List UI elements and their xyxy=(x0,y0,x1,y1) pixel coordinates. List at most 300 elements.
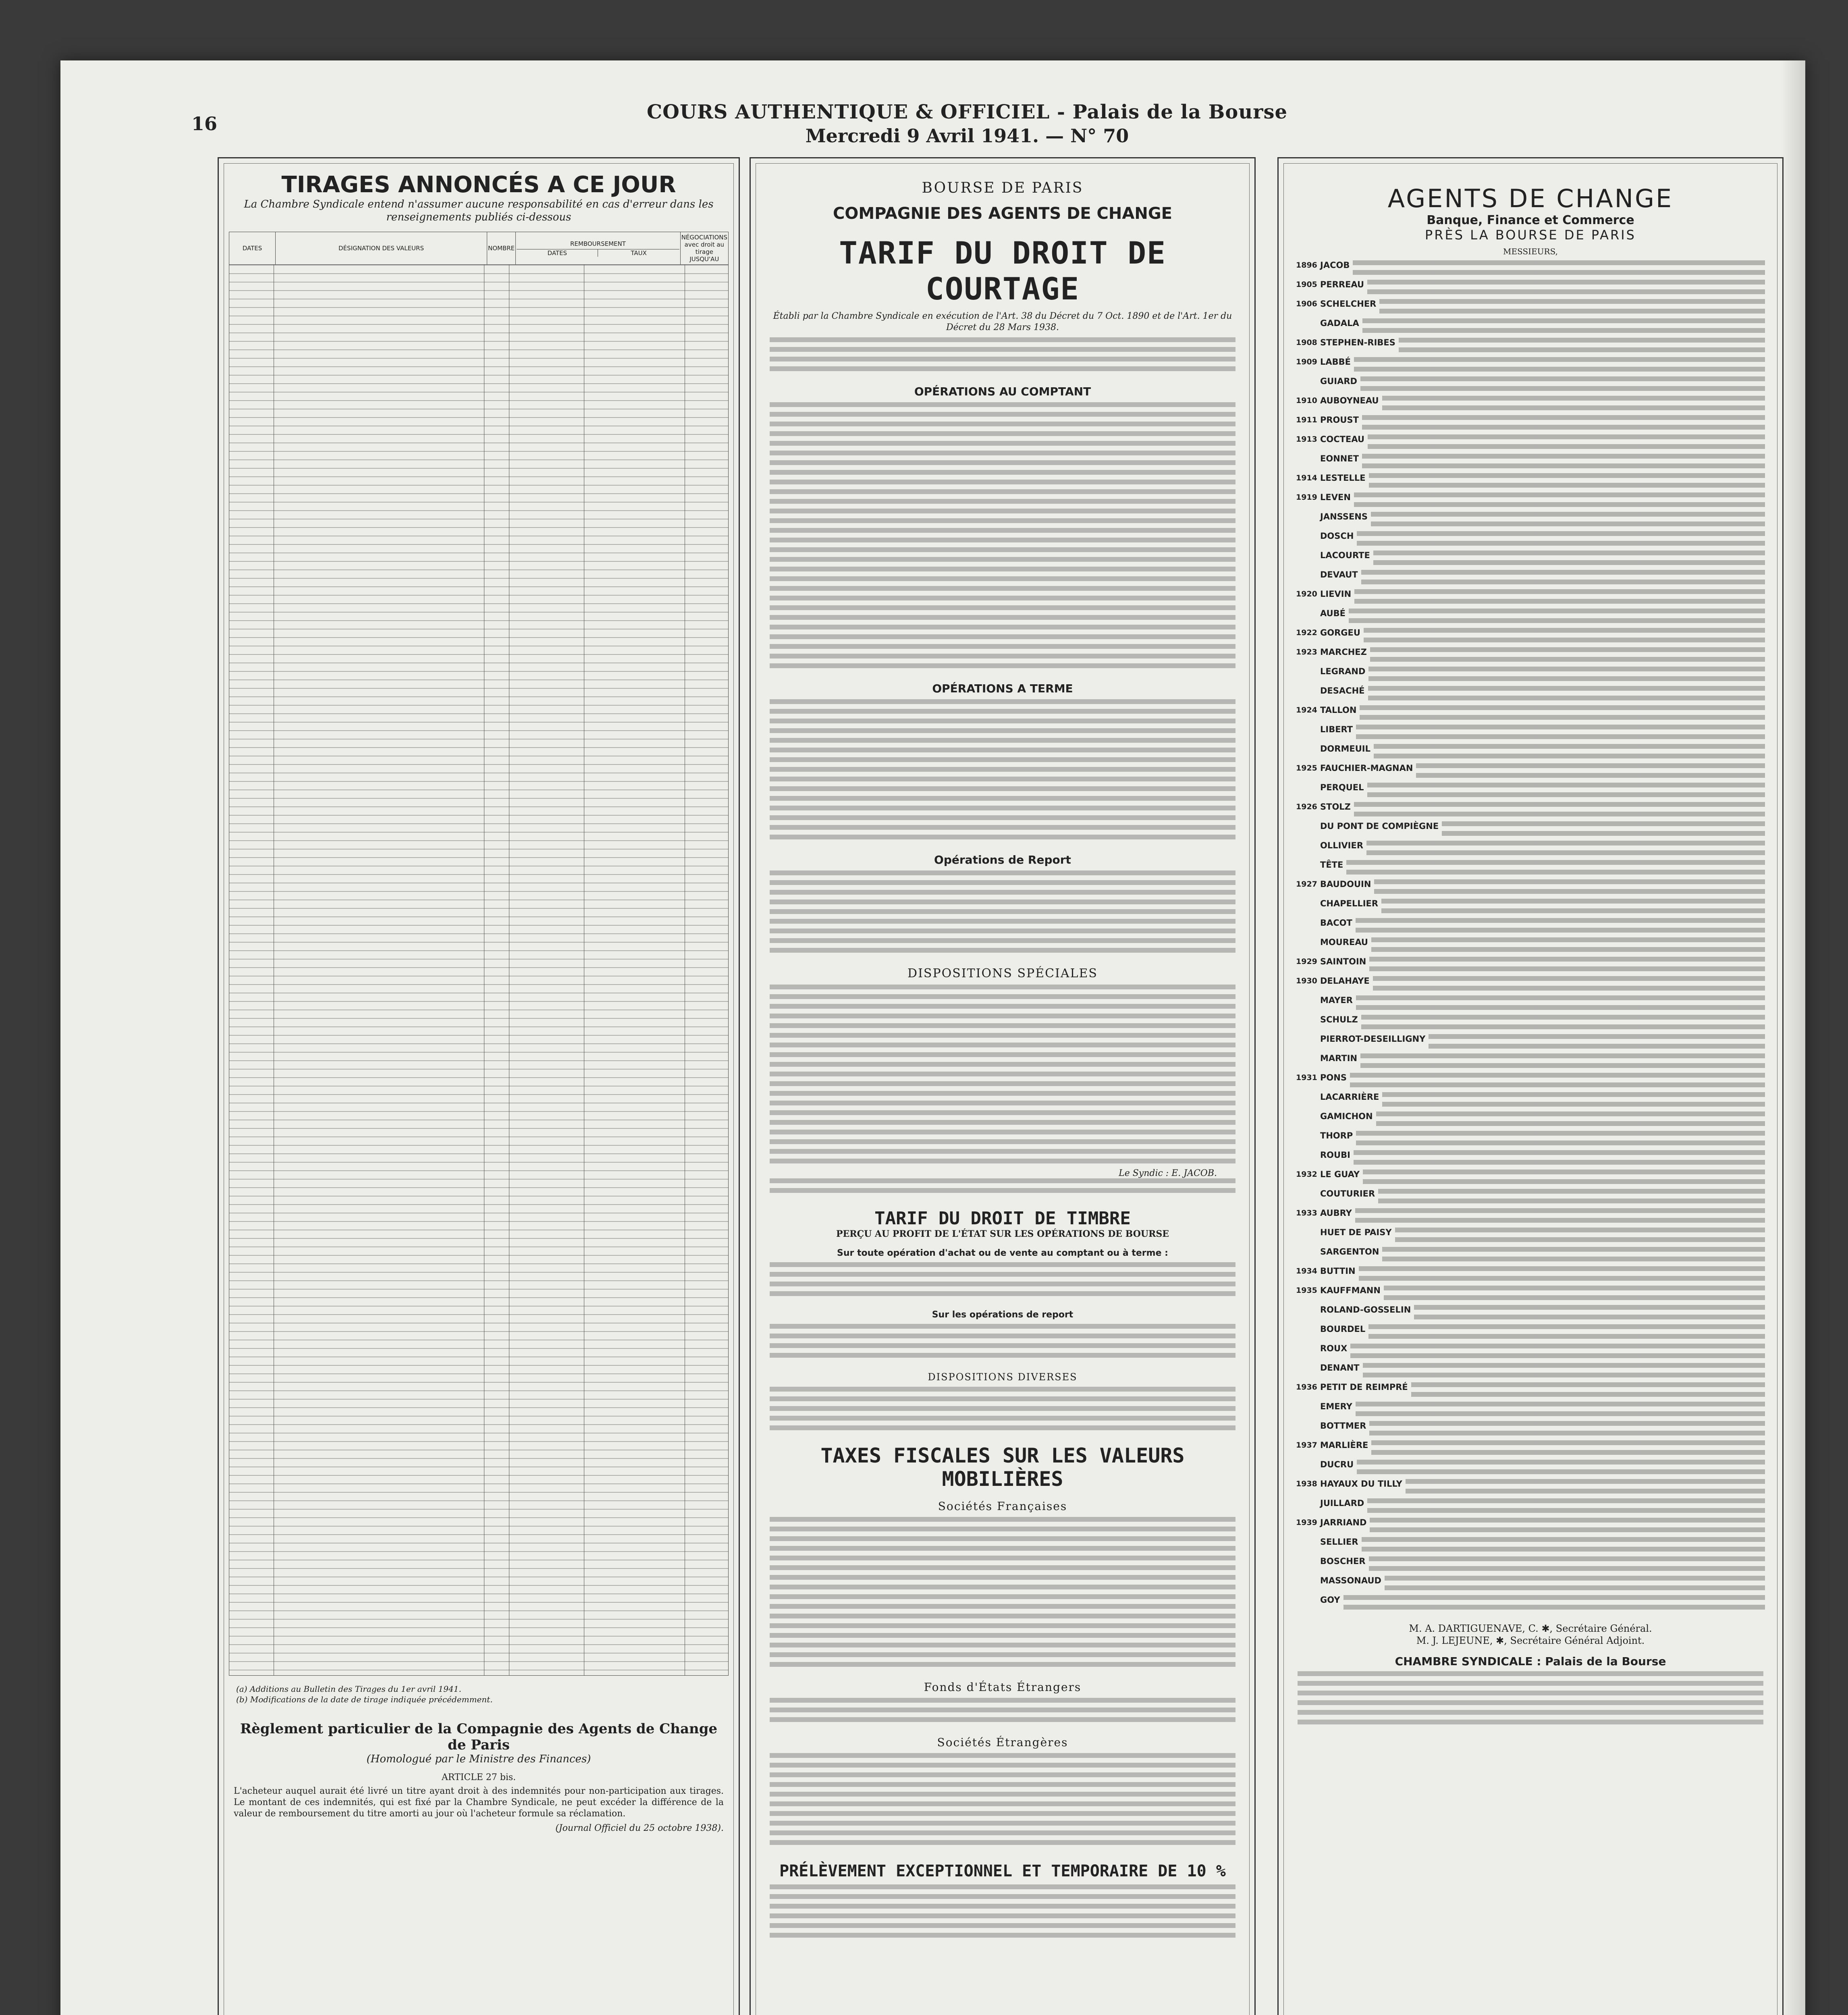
agent-entry xyxy=(1296,686,1765,704)
agent-year xyxy=(1296,1537,1320,1555)
agent-entry xyxy=(1296,550,1765,568)
agent-year xyxy=(1296,1402,1320,1419)
agent-name: DEVAUT xyxy=(1320,570,1358,580)
syndic-signature: Le Syndic : E. JACOB. xyxy=(1119,1168,1217,1178)
agent-details xyxy=(1379,299,1765,317)
agent-details xyxy=(1349,609,1765,626)
agent-name: JUILLARD xyxy=(1320,1498,1364,1508)
agent-name: LACOURTE xyxy=(1320,550,1370,560)
agent-name: FAUCHIER-MAGNAN xyxy=(1320,763,1413,773)
agent-details xyxy=(1354,1150,1765,1168)
agent-name: GORGEU xyxy=(1320,628,1360,638)
agent-entry xyxy=(1296,1015,1765,1032)
agent-year xyxy=(1296,1576,1320,1593)
text-block xyxy=(1298,1671,1763,1729)
agent-entry xyxy=(1296,1286,1765,1303)
courtage-note: Établi par la Chambre Syndicale en exécution de l'Art. 38 du Décret du 7 Oct. 1890 et de l'Art. 1er du Décret du 28 Mars 1938. xyxy=(773,311,1232,332)
tirages-table-body xyxy=(229,265,729,1676)
agent-name: THORP xyxy=(1320,1131,1353,1140)
agent-details xyxy=(1362,415,1765,433)
agent-year: 1908 xyxy=(1296,338,1317,347)
agent-entry xyxy=(1296,1498,1765,1516)
agent-name: LACARRIÈRE xyxy=(1320,1092,1379,1102)
text-block xyxy=(770,1884,1235,1942)
agent-name: DORMEUIL xyxy=(1320,744,1370,754)
agent-entry xyxy=(1296,1305,1765,1323)
text-block xyxy=(770,699,1235,844)
header-remboursement-label: REMBOURSEMENT xyxy=(570,240,626,247)
agents-title: AGENTS DE CHANGE xyxy=(1387,184,1674,213)
header-taux: TAUX xyxy=(631,249,647,257)
agent-entry xyxy=(1296,376,1765,394)
agent-year xyxy=(1296,821,1320,839)
agent-name: LIEVIN xyxy=(1320,589,1352,599)
agents-subtitle: Banque, Finance et Commerce xyxy=(1426,213,1634,227)
timbre-subtitle: PERÇU AU PROFIT DE L'ÉTAT SUR LES OPÉRATIONS DE BOURSE xyxy=(836,1229,1169,1239)
agent-entry xyxy=(1296,1556,1765,1574)
agent-name: BAUDOUIN xyxy=(1320,879,1371,889)
agent-details xyxy=(1360,705,1765,723)
agent-year xyxy=(1296,995,1320,1013)
agent-entry xyxy=(1296,841,1765,858)
agent-details xyxy=(1361,1015,1765,1032)
agent-details xyxy=(1350,1344,1765,1361)
agent-entry xyxy=(1296,1344,1765,1361)
agent-year xyxy=(1296,783,1320,800)
agent-entry xyxy=(1296,628,1765,646)
agent-details xyxy=(1442,821,1765,839)
agent-details xyxy=(1350,1073,1765,1091)
agent-details xyxy=(1385,1576,1765,1593)
agent-year: 1938 xyxy=(1296,1479,1317,1488)
agent-entry xyxy=(1296,415,1765,433)
agent-details xyxy=(1368,686,1765,704)
section-societes-francaises: Sociétés Françaises xyxy=(938,1500,1067,1513)
agent-name: ROUX xyxy=(1320,1344,1348,1353)
agent-entry xyxy=(1296,1189,1765,1207)
agent-entry xyxy=(1296,1518,1765,1535)
agent-name: PERQUEL xyxy=(1320,783,1364,792)
agent-details xyxy=(1367,783,1765,800)
agent-year xyxy=(1296,725,1320,742)
agent-entry xyxy=(1296,1228,1765,1245)
agent-year xyxy=(1296,609,1320,626)
agent-name: TALLON xyxy=(1320,705,1357,715)
bourse-heading: BOURSE DE PARIS xyxy=(922,180,1084,196)
agent-name: SCHULZ xyxy=(1320,1015,1358,1024)
agent-details xyxy=(1429,1034,1765,1052)
agent-entry xyxy=(1296,860,1765,878)
agent-year xyxy=(1296,1053,1320,1071)
agent-entry xyxy=(1296,725,1765,742)
agent-name: COUTURIER xyxy=(1320,1189,1375,1199)
agent-entry xyxy=(1296,492,1765,510)
page-edge-shadow xyxy=(1781,60,1805,2015)
agent-details xyxy=(1395,1228,1765,1245)
agent-details xyxy=(1356,725,1765,742)
agent-year: 1922 xyxy=(1296,628,1317,637)
agent-year xyxy=(1296,841,1320,858)
agent-year xyxy=(1296,454,1320,472)
agent-details xyxy=(1399,338,1765,355)
agent-details xyxy=(1414,1305,1765,1323)
text-block xyxy=(770,1753,1235,1850)
agent-name: BUTTIN xyxy=(1320,1266,1356,1276)
agent-entry xyxy=(1296,744,1765,762)
agent-name: OLLIVIER xyxy=(1320,841,1364,850)
text-block xyxy=(770,1178,1235,1198)
agent-name: PIERROT-DESEILLIGNY xyxy=(1320,1034,1426,1044)
section-diverses: DISPOSITIONS DIVERSES xyxy=(928,1371,1078,1383)
tarif-frame xyxy=(756,163,1250,2015)
footnote-b: (b) Modifications de la date de tirage indiquée précédemment. xyxy=(236,1695,493,1704)
agent-entry xyxy=(1296,1150,1765,1168)
agent-name: BOTTMER xyxy=(1320,1421,1366,1431)
agent-name: ROLAND-GOSSELIN xyxy=(1320,1305,1411,1315)
agent-details xyxy=(1360,1053,1765,1071)
tirages-title: TIRAGES ANNONCÉS A CE JOUR xyxy=(281,172,676,198)
agent-name: LIBERT xyxy=(1320,725,1353,734)
agent-entry xyxy=(1296,879,1765,897)
agent-details xyxy=(1406,1479,1765,1497)
agent-entry xyxy=(1296,454,1765,472)
agent-year xyxy=(1296,1305,1320,1323)
agent-details xyxy=(1369,1421,1765,1439)
agent-entry xyxy=(1296,802,1765,820)
agent-entry xyxy=(1296,1402,1765,1419)
agent-year xyxy=(1296,1247,1320,1265)
agent-details xyxy=(1411,1382,1765,1400)
agent-year: 1933 xyxy=(1296,1209,1317,1217)
header-negociations: NÉGOCIATIONS avec droit au tirage JUSQU'AU xyxy=(680,232,728,265)
courtage-title: TARIF DU DROIT DE COURTAGE xyxy=(839,235,1166,307)
messieurs-label: MESSIEURS, xyxy=(1503,247,1558,256)
agents-frame xyxy=(1283,163,1777,2015)
header-dates: DATES xyxy=(229,232,276,265)
agent-entry xyxy=(1296,1092,1765,1110)
agent-name: LESTELLE xyxy=(1320,473,1366,483)
chambre-syndicale: CHAMBRE SYNDICALE : Palais de la Bourse xyxy=(1395,1655,1666,1668)
agent-year xyxy=(1296,1556,1320,1574)
agent-details xyxy=(1356,1402,1765,1419)
prelevement-title: PRÉLÈVEMENT EXCEPTIONNEL ET TEMPORAIRE DE 10 % xyxy=(779,1862,1226,1880)
agent-name: AUBOYNEAU xyxy=(1320,396,1379,405)
agent-year: 1911 xyxy=(1296,415,1317,424)
agent-name: STOLZ xyxy=(1320,802,1351,812)
agent-details xyxy=(1369,473,1765,491)
agent-year: 1926 xyxy=(1296,802,1317,811)
agent-year: 1932 xyxy=(1296,1170,1317,1179)
agent-details xyxy=(1371,1440,1765,1458)
section-report-timbre: Sur les opérations de report xyxy=(932,1310,1074,1320)
agent-entry xyxy=(1296,1247,1765,1265)
agent-name: BOSCHER xyxy=(1320,1556,1366,1566)
article-text: L'acheteur auquel aurait été livré un titre ayant droit à des indemnités pour non-participation aux tirages. Le montant de ces indemnités, qui est fixé par la Chambre Syndicale, ne peut excéder la différence de la valeur de remboursement du titre amorti au jour où l'acheteur formule sa réclamation. xyxy=(234,1786,724,1819)
text-block xyxy=(770,1387,1235,1435)
agent-year: 1924 xyxy=(1296,706,1317,715)
text-block xyxy=(770,1517,1235,1672)
agent-entry xyxy=(1296,299,1765,317)
agent-year: 1909 xyxy=(1296,357,1317,366)
agent-year xyxy=(1296,550,1320,568)
agent-entry xyxy=(1296,473,1765,491)
agent-name: SCHELCHER xyxy=(1320,299,1377,309)
agent-year xyxy=(1296,376,1320,394)
agent-details xyxy=(1363,1170,1765,1187)
agent-details xyxy=(1362,1537,1765,1555)
agent-name: JACOB xyxy=(1320,260,1350,270)
agent-name: PROUST xyxy=(1320,415,1359,425)
agent-entry xyxy=(1296,783,1765,800)
agent-name: MARLIÈRE xyxy=(1320,1440,1368,1450)
agent-name: ROUBI xyxy=(1320,1150,1350,1160)
agent-name: DENANT xyxy=(1320,1363,1360,1373)
agent-details xyxy=(1360,376,1765,394)
agent-entry xyxy=(1296,1324,1765,1342)
agent-entry xyxy=(1296,1537,1765,1555)
section-report: Opérations de Report xyxy=(934,853,1071,866)
agent-details xyxy=(1376,1111,1765,1129)
agent-details xyxy=(1369,957,1765,974)
agent-name: AUBÉ xyxy=(1320,609,1346,618)
agent-details xyxy=(1364,628,1765,646)
agent-entry xyxy=(1296,589,1765,607)
agent-details xyxy=(1354,357,1765,375)
header-remboursement-split xyxy=(517,249,679,257)
header-designation: DÉSIGNATION DES VALEURS xyxy=(276,232,487,265)
agent-year xyxy=(1296,686,1320,704)
agent-name: AUBRY xyxy=(1320,1208,1352,1218)
agent-entry xyxy=(1296,260,1765,278)
agent-details xyxy=(1368,667,1765,684)
header-remb-dates: DATES xyxy=(517,249,598,257)
section-fonds-etrangers: Fonds d'États Étrangers xyxy=(924,1681,1082,1694)
agent-entry xyxy=(1296,1479,1765,1497)
section-dispositions: DISPOSITIONS SPÉCIALES xyxy=(907,966,1098,980)
agent-year: 1936 xyxy=(1296,1383,1317,1392)
agent-details xyxy=(1382,1092,1765,1110)
agent-year xyxy=(1296,1189,1320,1207)
agent-year xyxy=(1296,860,1320,878)
agent-year xyxy=(1296,1344,1320,1361)
agent-entry xyxy=(1296,1073,1765,1091)
agent-entry xyxy=(1296,647,1765,665)
agent-year: 1906 xyxy=(1296,299,1317,308)
agent-year xyxy=(1296,1228,1320,1245)
agent-name: LEGRAND xyxy=(1320,667,1366,676)
agent-entry xyxy=(1296,821,1765,839)
agent-name: DU PONT DE COMPIÈGNE xyxy=(1320,821,1439,831)
agent-entry xyxy=(1296,1576,1765,1593)
agent-entry xyxy=(1296,1440,1765,1458)
page-number: 16 xyxy=(191,113,218,135)
section-terme: OPÉRATIONS A TERME xyxy=(932,682,1073,695)
agent-year: 1896 xyxy=(1296,261,1317,270)
agent-name: GAMICHON xyxy=(1320,1111,1373,1121)
masthead xyxy=(604,101,1330,147)
reglement-title: Règlement particulier de la Compagnie des Agents de Change de Paris xyxy=(240,1721,718,1753)
agent-name: HUET DE PAISY xyxy=(1320,1228,1392,1237)
compagnie-heading: COMPAGNIE DES AGENTS DE CHANGE xyxy=(833,204,1172,223)
agent-name: BACOT xyxy=(1320,918,1352,928)
agent-name: MARTIN xyxy=(1320,1053,1358,1063)
agent-year xyxy=(1296,667,1320,684)
agent-details xyxy=(1363,1363,1765,1381)
agent-entry xyxy=(1296,434,1765,452)
agent-name: JARRIAND xyxy=(1320,1518,1367,1527)
agent-details xyxy=(1371,512,1765,530)
agent-name: PETIT DE REIMPRÉ xyxy=(1320,1382,1408,1392)
agent-details xyxy=(1369,1556,1765,1574)
tirages-footnotes xyxy=(236,1684,721,1705)
tirages-table-header xyxy=(229,232,729,265)
agent-year xyxy=(1296,1363,1320,1381)
agent-entry xyxy=(1296,976,1765,994)
agent-year: 1934 xyxy=(1296,1267,1317,1275)
agent-year: 1910 xyxy=(1296,396,1317,405)
agent-entry xyxy=(1296,899,1765,916)
agent-details xyxy=(1356,918,1765,936)
agent-entry xyxy=(1296,763,1765,781)
agent-name: LABBÉ xyxy=(1320,357,1351,367)
agent-entry xyxy=(1296,667,1765,684)
agent-name: DELAHAYE xyxy=(1320,976,1370,986)
agent-year xyxy=(1296,531,1320,549)
header-remboursement xyxy=(516,232,681,265)
text-block xyxy=(770,1324,1235,1363)
agent-name: KAUFFMANN xyxy=(1320,1286,1381,1295)
secretariat xyxy=(1284,1622,1777,1647)
agent-year xyxy=(1296,318,1320,336)
agent-entry xyxy=(1296,918,1765,936)
agent-details xyxy=(1343,1595,1765,1613)
agent-details xyxy=(1382,1247,1765,1265)
agent-name: EONNET xyxy=(1320,454,1359,463)
agent-entry xyxy=(1296,1208,1765,1226)
agent-entry xyxy=(1296,512,1765,530)
agent-year xyxy=(1296,1460,1320,1477)
agent-details xyxy=(1354,802,1765,820)
agent-year: 1919 xyxy=(1296,493,1317,502)
agent-entry xyxy=(1296,570,1765,588)
agent-name: PERREAU xyxy=(1320,280,1364,289)
agent-year: 1931 xyxy=(1296,1073,1317,1082)
agent-entry xyxy=(1296,1460,1765,1477)
agent-details xyxy=(1353,260,1765,278)
agents-column xyxy=(1277,157,1784,2015)
agent-year: 1939 xyxy=(1296,1518,1317,1527)
agent-details xyxy=(1362,318,1765,336)
agent-details xyxy=(1384,1286,1765,1303)
agent-entry xyxy=(1296,705,1765,723)
agent-name: JANSSENS xyxy=(1320,512,1368,521)
agent-details xyxy=(1370,1518,1765,1535)
tirages-note: La Chambre Syndicale entend n'assumer aucune responsabilité en cas d'erreur dans les renseignements publiés ci-dessous xyxy=(244,198,714,223)
agent-entry xyxy=(1296,609,1765,626)
text-block xyxy=(770,402,1235,673)
agent-entry xyxy=(1296,318,1765,336)
agent-name: HAYAUX DU TILLY xyxy=(1320,1479,1402,1489)
agent-year: 1914 xyxy=(1296,474,1317,482)
agent-details xyxy=(1368,1324,1765,1342)
article-heading: ARTICLE 27 bis. xyxy=(441,1772,516,1782)
agent-name: GOY xyxy=(1320,1595,1340,1605)
agent-name: SELLIER xyxy=(1320,1537,1358,1547)
agent-details xyxy=(1359,1266,1765,1284)
agent-entry xyxy=(1296,1382,1765,1400)
agent-year: 1927 xyxy=(1296,880,1317,889)
agents-list xyxy=(1296,260,1765,1613)
masthead-date: Mercredi 9 Avril 1941. — N° 70 xyxy=(805,125,1129,147)
agent-name: MASSONAUD xyxy=(1320,1576,1381,1585)
agent-details xyxy=(1378,1189,1765,1207)
agent-entry xyxy=(1296,1595,1765,1613)
agent-entry xyxy=(1296,1363,1765,1381)
agent-details xyxy=(1368,434,1765,452)
agent-details xyxy=(1374,744,1765,762)
text-block xyxy=(770,985,1235,1168)
agent-name: MAYER xyxy=(1320,995,1353,1005)
agent-name: GADALA xyxy=(1320,318,1359,328)
agent-details xyxy=(1374,879,1765,897)
agent-details xyxy=(1357,531,1765,549)
agent-name: CHAPELLIER xyxy=(1320,899,1379,908)
agent-entry xyxy=(1296,1034,1765,1052)
footnote-a: (a) Additions au Bulletin des Tirages du 1er avril 1941. xyxy=(236,1684,461,1694)
agent-year xyxy=(1296,570,1320,588)
agent-entry xyxy=(1296,995,1765,1013)
agent-year: 1930 xyxy=(1296,976,1317,985)
agent-details xyxy=(1357,1460,1765,1477)
text-block xyxy=(770,1262,1235,1301)
agent-year: 1935 xyxy=(1296,1286,1317,1295)
agent-year xyxy=(1296,1111,1320,1129)
agent-year: 1905 xyxy=(1296,280,1317,289)
agent-name: SAINTOIN xyxy=(1320,957,1366,966)
agent-entry xyxy=(1296,1170,1765,1187)
agent-year xyxy=(1296,1324,1320,1342)
agent-entry xyxy=(1296,1421,1765,1439)
text-block xyxy=(770,870,1235,958)
article-source: (Journal Officiel du 25 octobre 1938). xyxy=(555,1823,724,1833)
agent-entry xyxy=(1296,396,1765,413)
agent-name: DOSCH xyxy=(1320,531,1354,541)
agents-subtitle-2: PRÈS LA BOURSE DE PARIS xyxy=(1425,227,1636,243)
agent-year xyxy=(1296,1595,1320,1613)
agent-name: STEPHEN-RIBES xyxy=(1320,338,1395,347)
text-block xyxy=(770,1698,1235,1727)
secretary-general-adjoint: M. J. LEJEUNE, ✱, Secrétaire Général Adjoint. xyxy=(1416,1635,1645,1646)
agent-entry xyxy=(1296,1131,1765,1149)
reglement-subtitle: (Homologué par le Ministre des Finances) xyxy=(366,1753,591,1765)
agent-name: MOUREAU xyxy=(1320,937,1368,947)
timbre-title: TARIF DU DROIT DE TIMBRE xyxy=(874,1208,1131,1229)
agent-year: 1920 xyxy=(1296,590,1317,598)
taxes-title: TAXES FISCALES SUR LES VALEURS MOBILIÈRES xyxy=(820,1444,1185,1491)
agent-year: 1913 xyxy=(1296,435,1317,444)
section-comptant: OPÉRATIONS AU COMPTANT xyxy=(914,385,1091,398)
agent-entry xyxy=(1296,1111,1765,1129)
agent-year xyxy=(1296,1015,1320,1032)
agent-details xyxy=(1346,860,1765,878)
agent-entry xyxy=(1296,1266,1765,1284)
agent-details xyxy=(1356,1131,1765,1149)
agent-year xyxy=(1296,918,1320,936)
agent-name: LE GUAY xyxy=(1320,1170,1360,1179)
agent-name: LEVEN xyxy=(1320,492,1351,502)
agent-details xyxy=(1354,589,1765,607)
agent-year xyxy=(1296,1092,1320,1110)
